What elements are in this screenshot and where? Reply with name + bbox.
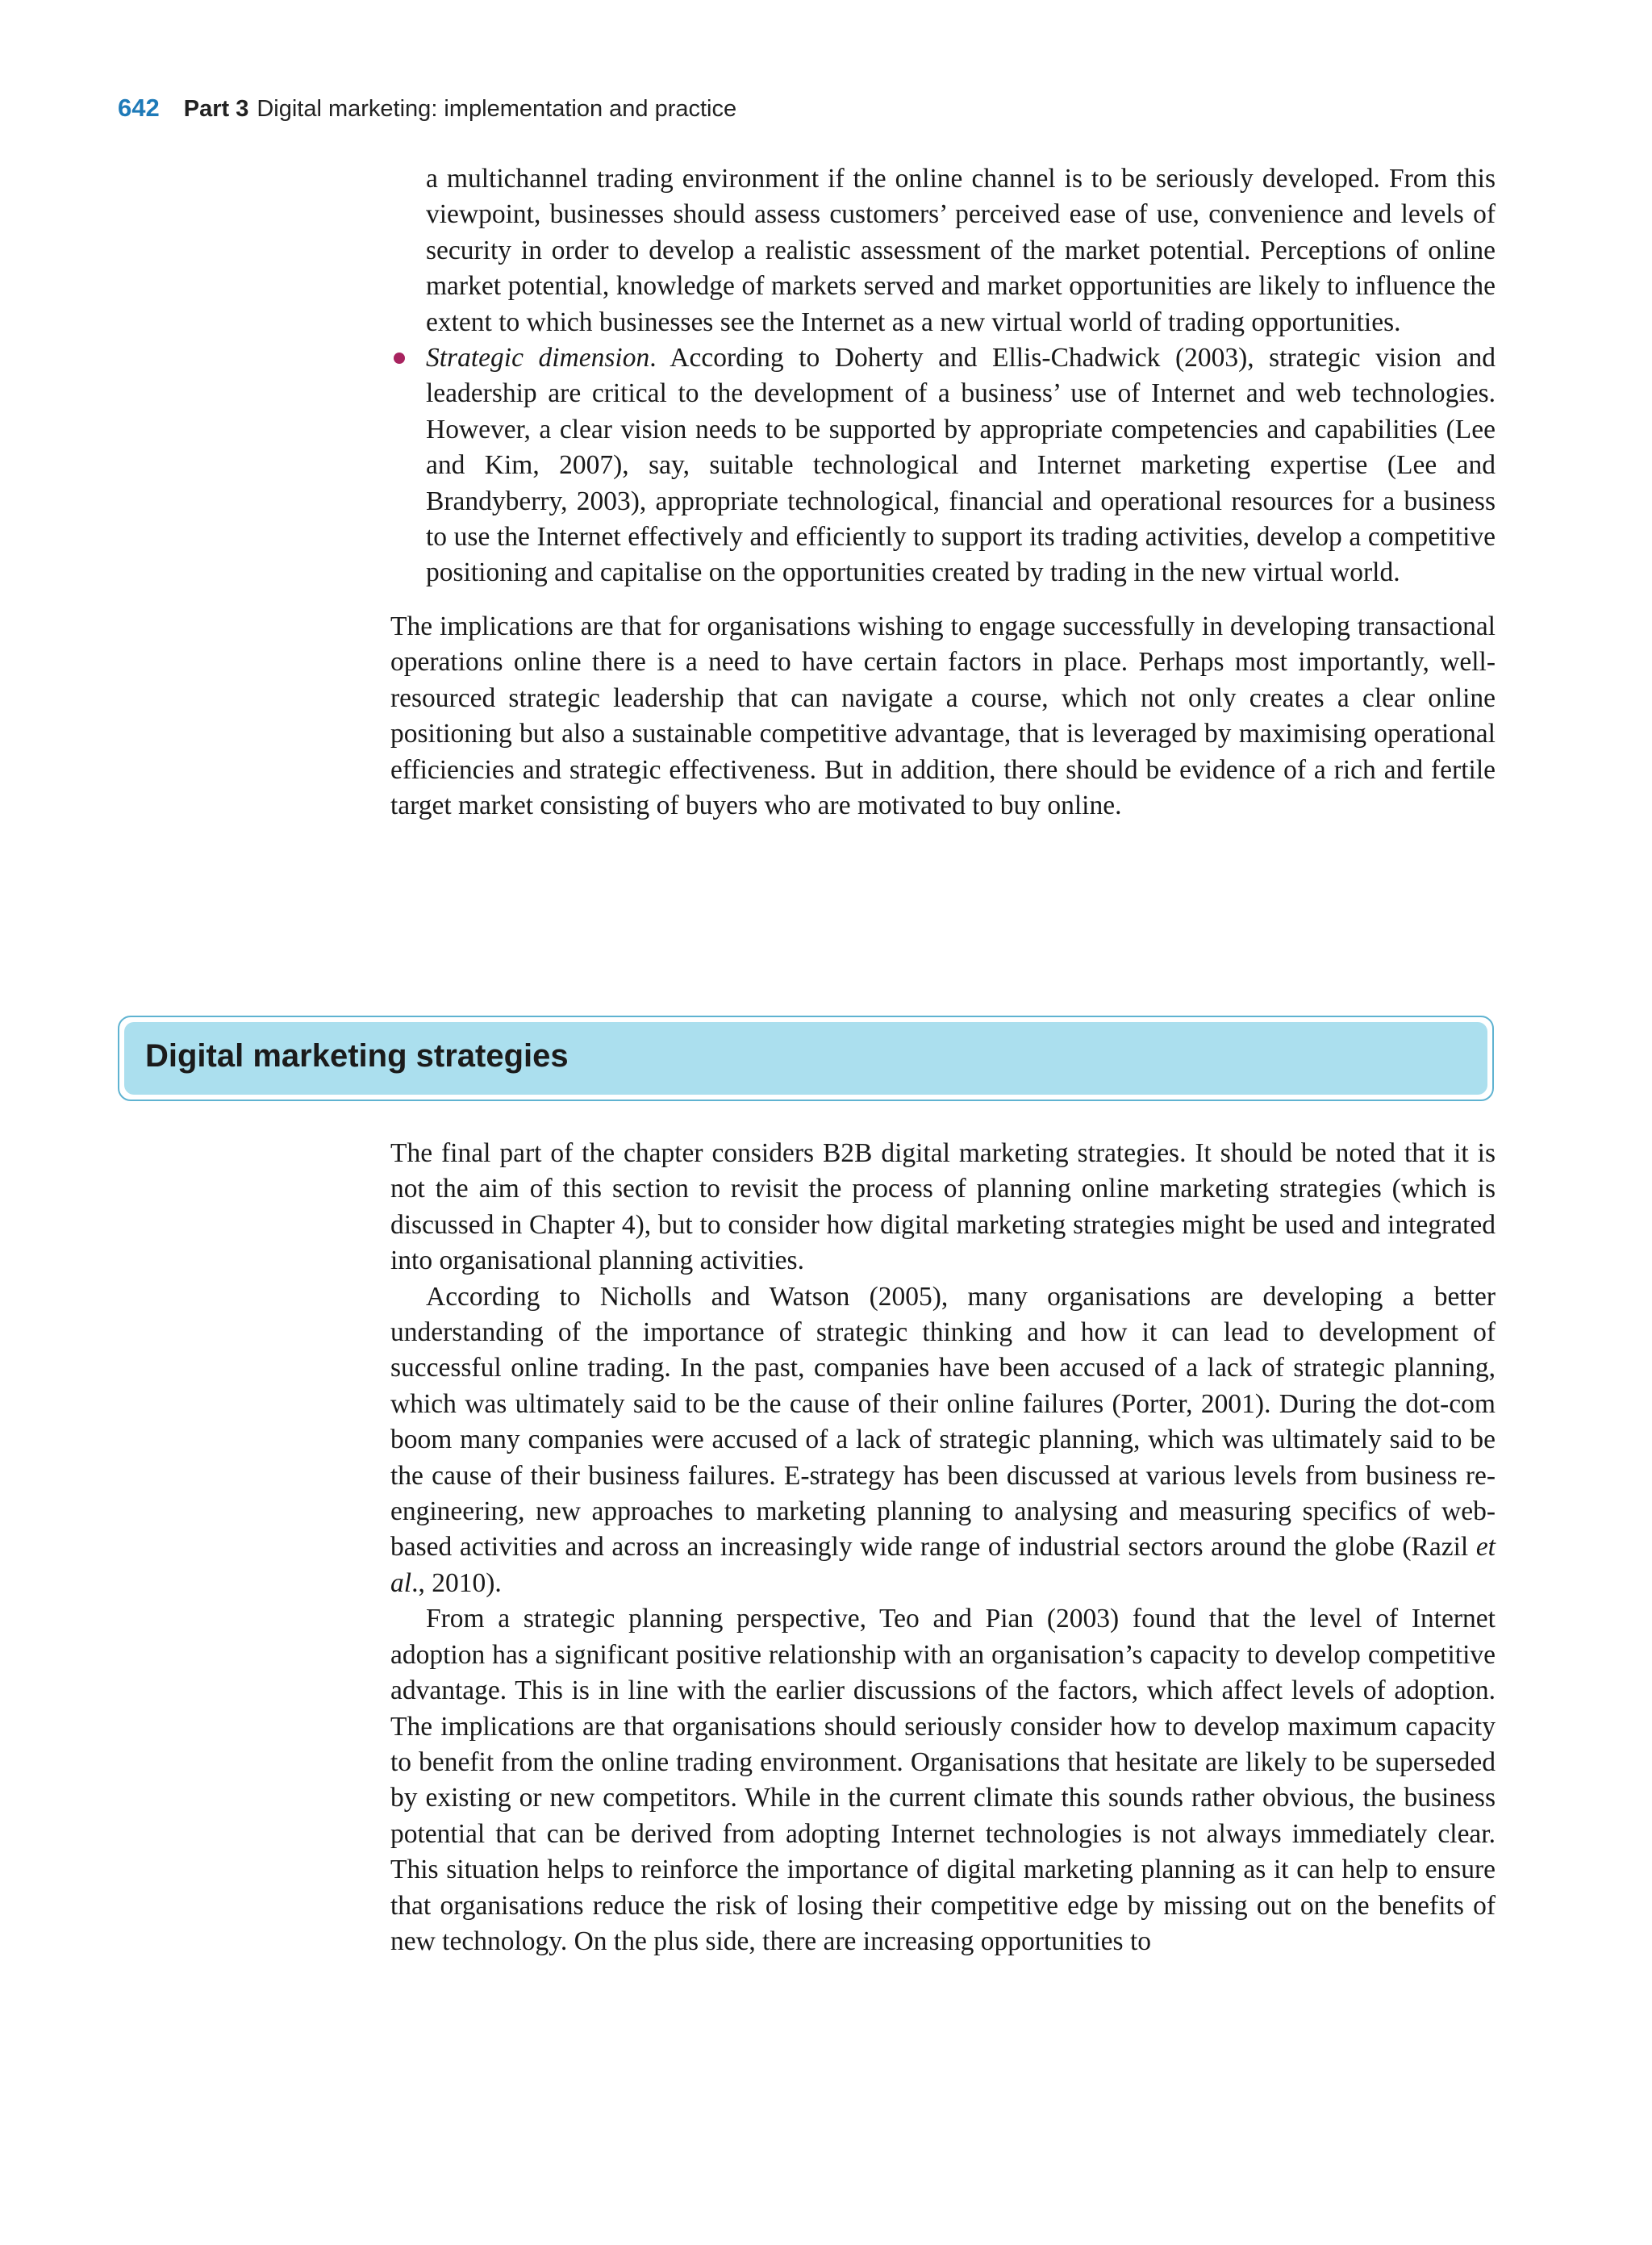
section-body [390, 1136, 1496, 1959]
section-heading-banner [118, 1016, 1494, 1101]
section-title: Digital marketing strategies [145, 1038, 569, 1074]
continued-bullet-text: a multichannel trading environment if the online channel is to be seriously developed. From this viewpoint, businesses should assess customers’ perceived ease of use, convenience and levels of security in order to develop a realistic assessment of the market potential. Perceptions of online market potential, knowledge of markets served and market opportunities are likely to influence the extent to which businesses see the Internet as a new virtual world of trading opportunities. [426, 164, 1496, 337]
body-paragraph-1: The final part of the chapter considers B2B digital marketing strategies. It should be noted that it is not the aim of this section to revisit the process of planning online marketing strategies (which is discussed in Chapter 4), but to consider how digital marketing strategies might be used and integrated into organisational planning activities. [390, 1138, 1496, 1276]
implications-paragraph: The implications are that for organisations wishing to engage successfully in developing transactional operations online there is a need to have certain factors in place. Perhaps most importantly, well-resourced strategic leadership that can navigate a course, which not only creates a clear online positioning but also a sustainable competitive advantage, that is leveraged by maximising operational efficiencies and strategic effectiveness. But in addition, there should be evidence of a rich and fertile target market consisting of buyers who are motivated to buy online. [390, 611, 1496, 820]
bullet-strategic-dimension [426, 340, 1496, 591]
part-title: Digital marketing: implementation and practice [257, 96, 737, 122]
bullet-dot-icon [394, 353, 405, 364]
body-paragraph-2 [390, 1279, 1496, 1602]
running-head [118, 94, 736, 123]
body-paragraph-2-text: According to Nicholls and Watson (2005), many organisations are developing a better understanding of the importance of strategic thinking and how it can lead to development of successful online trading. In the past, companies have been accused of a lack of strategic planning, which was ultimately said to be the cause of their online failures (Porter, 2001). During the dot-com boom many companies were accused of a lack of strategic planning, which was ultimately said to be the cause of their business failures. E-strategy has been discussed at various levels from business re-engineering, new approaches to marketing planning to analysing and measuring specifics of web-based activities and across an increasingly wide range of industrial sectors around the globe (Razil [390, 1281, 1496, 1563]
body-paragraph-2-italic: et al [390, 1532, 1496, 1598]
bullet-text: . According to Doherty and Ellis-Chadwick (2003), strategic vision and leadership are critical to the development of a business’ use of Internet and web technologies. However, a clear vision needs to be supported by appropriate competencies and capabilities (Lee and Kim, 2007), say, suitable technological and Internet marketing expertise (Lee and Brandyberry, 2003), appropriate technological, financial and operational resources for a business to use the Internet effectively and efficiently to support its trading activities, develop a competitive positioning and capitalise on the opportunities created by trading in the new virtual world. [426, 343, 1496, 588]
continued-bullet-section [390, 161, 1496, 824]
bullet-term: Strategic dimension [426, 343, 650, 373]
page-number: 642 [118, 94, 160, 122]
part-label: Part 3 [183, 96, 249, 122]
section-heading-fill [124, 1022, 1487, 1095]
body-paragraph-2-end: ., 2010). [411, 1567, 502, 1598]
body-paragraph-3: From a strategic planning perspective, Teo and Pian (2003) found that the level of Internet adoption has a significant positive relationship with an organisation’s capacity to develop competitive advantage. This is in line with the earlier discussions of the factors, which affect levels of adoption. The implications are that organisations should seriously consider how to develop maximum capacity to benefit from the online trading environment. Organisations that hesitate are likely to be superseded by existing or new competitors. While in the current climate this sounds rather obvious, the business potential that can be derived from adopting Internet technologies is not always immediately clear. This situation helps to reinforce the importance of digital marketing planning as it can help to ensure that organisations reduce the risk of losing their competitive edge by missing out on the benefits of new technology. On the plus side, there are increasing opportunities to [390, 1604, 1496, 1956]
